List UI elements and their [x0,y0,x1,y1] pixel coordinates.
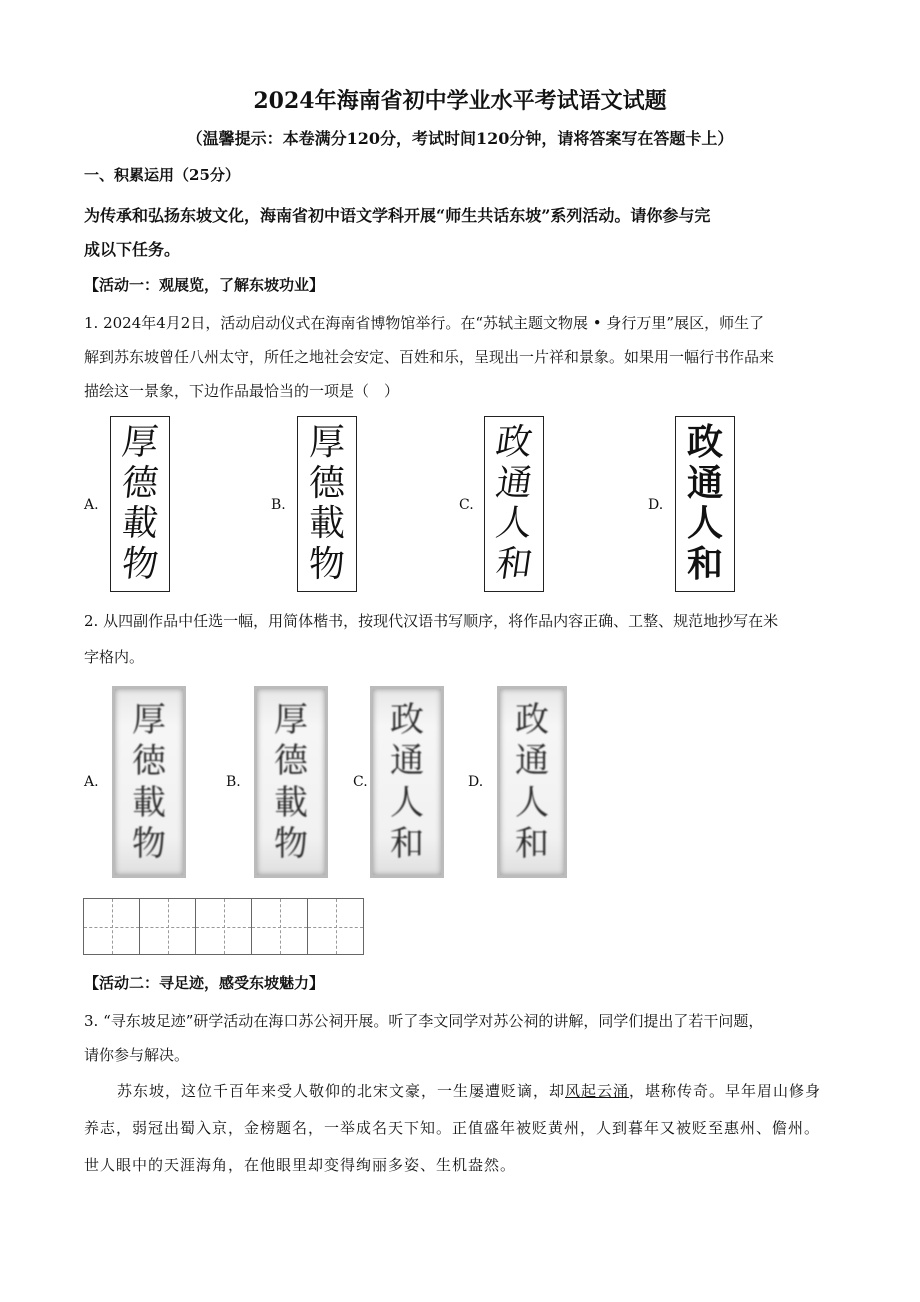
calligraphy-char: 物 [119,543,161,585]
q2-option-c-label: C. [353,774,368,790]
calligraphy-char: 載 [132,782,166,823]
question-1-line-1: 1. 2024年4月2日，活动启动仪式在海南省博物馆举行。在“苏轼主题文物展 • 身行万里”展区，师生了 [84,314,765,332]
calligraphy-char: 人 [493,503,535,545]
section-heading: 一、积累运用（25分） [84,166,240,184]
activity-1-heading: 【活动一：观展览，了解东坡功业】 [84,276,325,294]
q1-option-a-label: A. [84,497,99,513]
mi-grid-cell[interactable] [83,898,140,955]
q2-option-b-label: B. [226,774,241,790]
calligraphy-char: 載 [274,782,308,823]
passage-line-2: 养志，弱冠出蜀入京，金榜题名，一举成名天下知。正值盛年被贬黄州，人到暮年又被贬至惠州、儋州。 [84,1119,821,1137]
mi-grid-answer-boxes [84,898,364,955]
passage-line-1 [117,1080,821,1101]
calligraphy-char: 和 [390,824,424,865]
q2-option-a-label: A. [84,774,99,790]
q2-option-c-calligraphy [370,686,444,878]
calligraphy-char: 和 [493,543,535,585]
question-1-line-2: 解到苏东坡曾任八州太守，所任之地社会安定、百姓和乐，呈现出一片祥和景象。如果用一幅行书作品来 [84,348,775,366]
exam-notice: （温馨提示：本卷满分120分，考试时间120分钟，请将答案写在答题卡上） [186,129,734,148]
q1-option-d-label: D. [648,497,664,513]
activity-2-heading: 【活动二：寻足迹，感受东坡魅力】 [84,974,325,992]
page-title: 2024年海南省初中学业水平考试语文试题 [253,88,667,114]
calligraphy-char: 政 [390,699,424,740]
underlined-phrase: 风起云涌 [565,1082,630,1100]
calligraphy-char: 人 [515,782,549,823]
calligraphy-char: 政 [686,422,723,464]
calligraphy-char: 厚 [308,422,345,464]
calligraphy-char: 人 [390,782,424,823]
calligraphy-char: 德 [119,462,161,504]
calligraphy-char: 通 [686,462,723,504]
q1-option-c-label: C. [459,497,474,513]
calligraphy-char: 厚 [132,699,166,740]
calligraphy-char: 物 [308,543,345,585]
calligraphy-char: 政 [515,699,549,740]
calligraphy-char: 德 [274,741,308,782]
calligraphy-char: 物 [274,824,308,865]
calligraphy-char: 德 [308,462,345,504]
q2-option-b-calligraphy [254,686,328,878]
calligraphy-char: 政 [493,422,535,464]
mi-grid-cell[interactable] [307,898,364,955]
q1-option-a-calligraphy [110,416,170,592]
q1-option-b-label: B. [271,497,286,513]
calligraphy-char: 和 [515,824,549,865]
question-3-line-2: 请你参与解决。 [84,1046,190,1064]
passage-text: ，堪称传奇。早年眉山修身 [629,1082,822,1100]
mi-grid-cell[interactable] [195,898,252,955]
calligraphy-char: 厚 [119,422,161,464]
question-2-line-2: 字格内。 [84,648,145,666]
q2-option-a-calligraphy [112,686,186,878]
calligraphy-char: 載 [119,503,161,545]
intro-line-1: 为传承和弘扬东坡文化，海南省初中语文学科开展“师生共话东坡”系列活动。请你参与完 [84,206,711,225]
mi-grid-cell[interactable] [139,898,196,955]
calligraphy-char: 厚 [274,699,308,740]
passage-line-3: 世人眼中的天涯海角，在他眼里却变得绚丽多姿、生机盎然。 [84,1156,517,1174]
q2-option-d-label: D. [468,774,484,790]
calligraphy-char: 通 [390,741,424,782]
question-2-line-1: 2. 从四副作品中任选一幅，用简体楷书，按现代汉语书写顺序，将作品内容正确、工整、规范地抄写在米 [84,612,779,630]
q2-option-d-calligraphy [497,686,567,878]
calligraphy-char: 物 [132,824,166,865]
passage-text: 苏东坡，这位千百年来受人敬仰的北宋文豪，一生屡遭贬谪，却 [117,1082,566,1100]
mi-grid-cell[interactable] [251,898,308,955]
q1-option-c-calligraphy [484,416,544,592]
calligraphy-char: 徳 [132,741,166,782]
intro-line-2: 成以下任务。 [84,240,181,259]
calligraphy-char: 通 [493,462,535,504]
calligraphy-char: 和 [686,543,723,585]
question-3-line-1: 3. “寻东坡足迹”研学活动在海口苏公祠开展。听了李文同学对苏公祠的讲解，同学们提出了若干问题， [84,1012,764,1030]
q1-option-d-calligraphy [675,416,735,592]
calligraphy-char: 人 [686,503,723,545]
calligraphy-char: 通 [515,741,549,782]
question-1-line-3: 描绘这一景象，下边作品最恰当的一项是（ ） [84,382,400,400]
q1-option-b-calligraphy [297,416,357,592]
calligraphy-char: 載 [308,503,345,545]
